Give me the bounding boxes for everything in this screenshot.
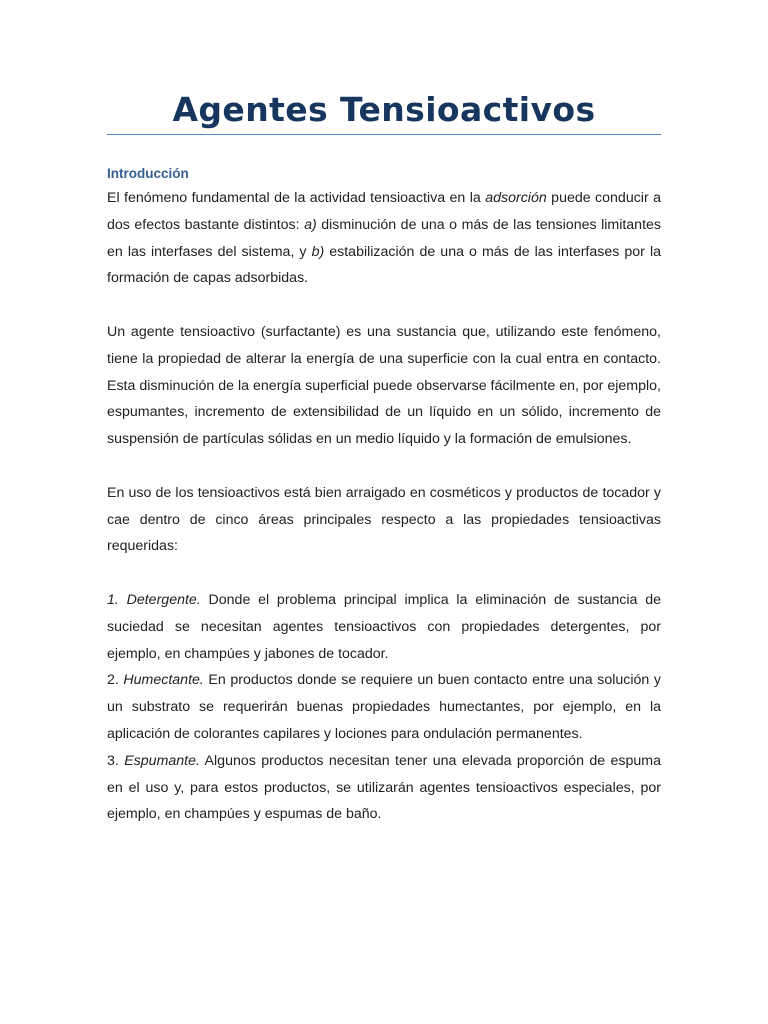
- item2-text: En productos donde se requiere un buen contacto entre una solución y un substrato se requerirán buenas propiedades humectantes, por ejemplo, en la aplicación de colorantes capilares y lociones para ondulación permanentes.: [107, 672, 661, 742]
- list-item-detergente: [107, 587, 661, 667]
- paragraph-agente-tensioactivo: Un agente tensioactivo (surfactante) es una sustancia que, utilizando este fenómeno, tiene la propiedad de alterar la energía de una superficie con la cual entra en contacto. Esta disminución de la energía superficial puede observarse fácilmente en, por ejemplo, espumantes, incremento de extensibilidad de un líquido en un sólido, incremento de suspensión de partículas sólidas en un medio líquido y la formación de emulsiones.: [107, 323, 661, 448]
- item2-number: 2.: [107, 672, 124, 689]
- section-heading-introduccion: Introducción: [107, 166, 189, 181]
- para1-italic-adsorcion: adsorción: [485, 190, 547, 206]
- item3-number: 3.: [107, 752, 125, 769]
- item1-text: Donde el problema principal implica la eliminación de sustancia de suciedad se necesitan agentes tensioactivos con propiedades detergentes, por ejemplo, en champúes y jabones de tocador.: [107, 591, 661, 662]
- para1-text-4: estabilización de una o más de las interfases por la formación de capas adsorbidas.: [107, 243, 661, 287]
- para1-text-2: puede conducir a dos efectos bastante distintos:: [107, 190, 662, 233]
- list-item-espumante: [107, 748, 661, 828]
- item3-text: Algunos productos necesitan tener una elevada proporción de espuma en el uso y, para estos productos, se utilizarán agentes tensioactivos especiales, por ejemplo, en champúes y espumas de baño.: [107, 752, 661, 823]
- para1-text-1: El fenómeno fundamental de la actividad tensioactiva en la: [107, 190, 486, 206]
- para1-text-3: disminución de una o más de las tensiones limitantes en las interfases del sistema, y: [107, 216, 662, 260]
- document-page: [107, 88, 661, 828]
- item2-term: Humectante.: [123, 672, 204, 689]
- list-areas: [107, 587, 661, 828]
- title-underline: [107, 134, 661, 135]
- document-title: Agentes Tensioactivos: [172, 90, 596, 129]
- para1-italic-a: a): [304, 216, 317, 233]
- list-item-humectante: [107, 667, 661, 747]
- para1-italic-b: b): [311, 243, 325, 260]
- paragraph-uso-tensioactivos: En uso de los tensioactivos está bien arraigado en cosméticos y productos de tocador y cae dentro de cinco áreas principales respecto a las propiedades tensioactivas requeridas:: [107, 484, 661, 555]
- item1-number: 1.: [107, 591, 127, 608]
- item1-term: Detergente.: [126, 591, 201, 608]
- item3-term: Espumante.: [124, 752, 200, 769]
- paragraph-adsorcion: [107, 185, 661, 292]
